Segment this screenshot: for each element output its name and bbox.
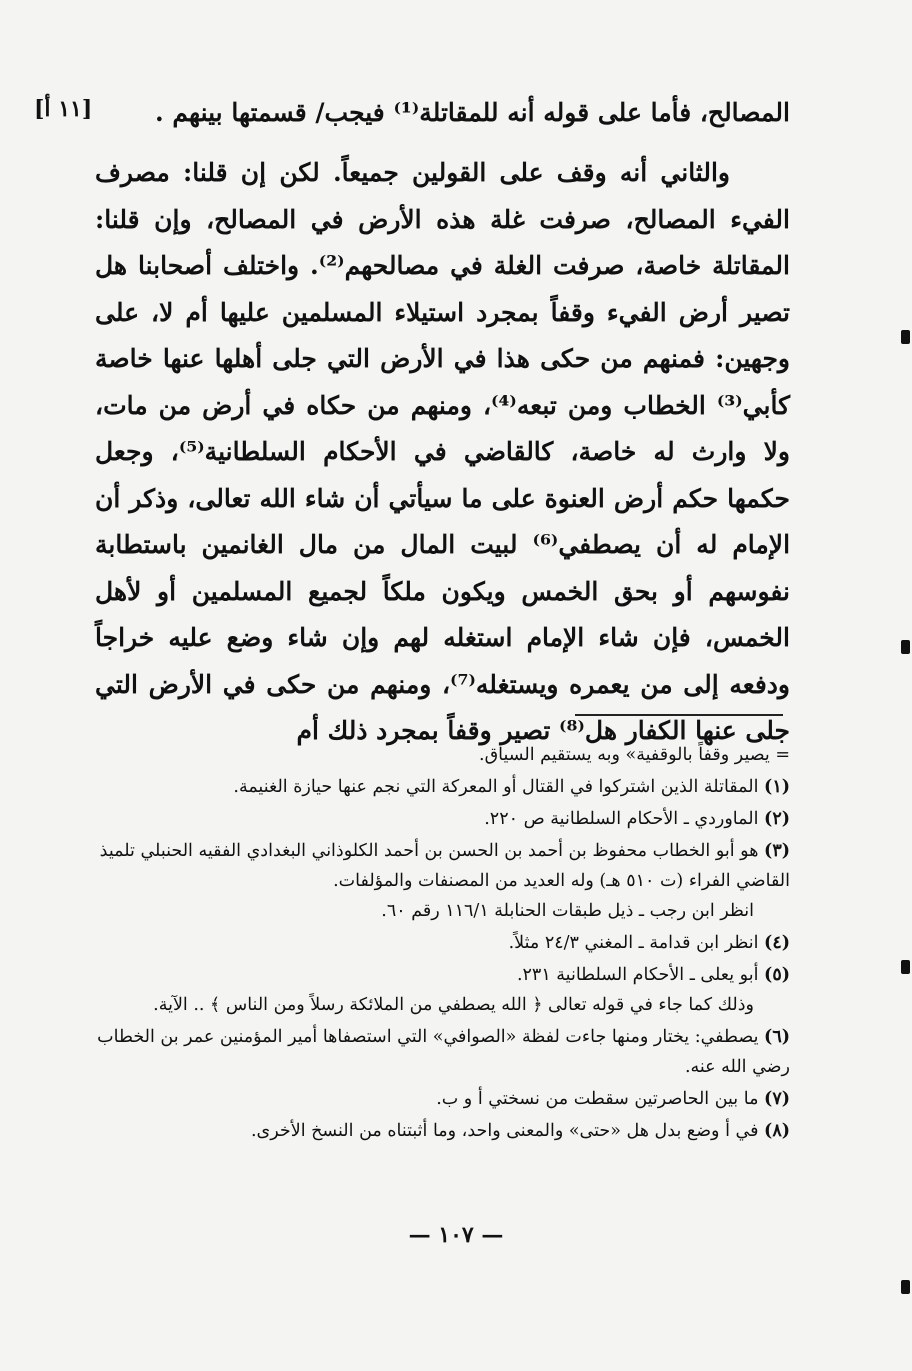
footnote-number: (١) bbox=[764, 777, 790, 797]
footnote-reference: انظر ابن رجب ـ ذيل طبقات الحنابلة ١١٦/١ رقم ٦٠. bbox=[381, 901, 754, 921]
footnote-continuation: = يصير وقفاً بالوقفية» وبه يستقيم السياق. bbox=[479, 745, 790, 765]
footnote-number: (٦) bbox=[764, 1027, 790, 1047]
footnote-number: (٢) bbox=[764, 809, 790, 829]
footnote-text: في أ وضع بدل هل «حتى» والمعنى واحد، وما أثبتناه من النسخ الأخرى. bbox=[250, 1121, 759, 1141]
page-number: — ١٠٧ — bbox=[408, 1222, 504, 1248]
footnote-3 bbox=[90, 836, 790, 926]
footnotes bbox=[90, 740, 790, 1148]
footnote-reference: وذلك كما جاء في قوله تعالى ﴿ الله يصطفي من الملائكة رسلاً ومن الناس ﴾ .. الآية. bbox=[153, 995, 754, 1015]
footnote-5 bbox=[90, 960, 790, 1020]
footnote-separator bbox=[575, 714, 783, 716]
footnote-text: أبو يعلى ـ الأحكام السلطانية ٢٣١. bbox=[516, 965, 759, 985]
footnote-text: انظر ابن قدامة ـ المغني ٢٤/٣ مثلاً. bbox=[508, 933, 759, 953]
footnote-number: (٧) bbox=[764, 1089, 790, 1109]
folio-marker: [١١ أ] bbox=[34, 96, 93, 122]
main-text bbox=[95, 150, 790, 755]
footnote-text: الماوردي ـ الأحكام السلطانية ص ٢٢٠. bbox=[484, 809, 759, 829]
footnote-number: (٨) bbox=[764, 1121, 790, 1141]
footnote-text: يصطفي: يختار ومنها جاءت لفظة «الصوافي» التي استصفاها أمير المؤمنين عمر بن الخطاب رضي الله عنه. bbox=[97, 1027, 790, 1077]
footnote-number: (٥) bbox=[764, 965, 790, 985]
main-paragraph: والثاني أنه وقف على القولين جميعاً. لكن إن قلنا: مصرف الفيء المصالح، صرفت غلة هذه الأرض في المصالح، وإن قلنا: المقاتلة خاصة، صرفت الغلة في مصالحهم⁽²⁾. واختلف أصحابنا هل تصير أرض الفيء وقفاً بمجرد استيلاء المسلمين عليها أم لا، على وجهين: فمنهم من حكى هذا في الأرض التي جلى أهلها عنها خاصة كأبي⁽³⁾ الخطاب ومن تبعه⁽⁴⁾، ومنهم من حكاه في أرض من مات، ولا وارث له خاصة، كالقاضي في الأحكام السلطانية⁽⁵⁾، وجعل حكمها حكم أرض العنوة على ما سيأتي أن شاء الله تعالى، وذكر أن الإمام له أن يصطفي⁽⁶⁾ لبيت المال من مال الغانمين باستطابة نفوسهم أو بحق الخمس ويكون ملكاً لجميع المسلمين أو لأهل الخمس، فإن شاء الإمام استغله لهم وإن شاء وضع عليه خراجاً ودفعه إلى من يعمره ويستغله⁽⁷⁾، ومنهم من حكى في الأرض التي جلى عنها الكفار هل⁽⁸⁾ تصير وقفاً بمجرد ذلك أم bbox=[95, 158, 791, 745]
footnote-text: المقاتلة الذين اشتركوا في القتال أو المعركة التي نجم عنها حيازة الغنيمة. bbox=[233, 777, 759, 797]
footnote-text: ما بين الحاصرتين سقطت من نسختي أ و ب. bbox=[436, 1089, 759, 1109]
footnote-number: (٣) bbox=[764, 841, 790, 861]
footnote-2 bbox=[90, 804, 790, 834]
footnote-4 bbox=[90, 928, 790, 958]
scan-edge-mark bbox=[901, 330, 910, 344]
header-line: المصالح، فأما على قوله أنه للمقاتلة⁽¹⁾ فيجب/ قسمتها بينهم . bbox=[155, 98, 790, 127]
footnote-1 bbox=[90, 772, 790, 802]
footnote-text: هو أبو الخطاب محفوظ بن أحمد بن الحسن بن أحمد الكلوذاني البغدادي الفقيه الحنبلي تلميذ القاضي الفراء (ت ٥١٠ هـ) وله العديد من المصنفات والمؤلفات. bbox=[99, 841, 790, 891]
scan-edge-mark bbox=[901, 960, 910, 974]
footnote-8 bbox=[90, 1116, 790, 1146]
scan-edge-mark bbox=[901, 1280, 910, 1294]
footnote-6 bbox=[90, 1022, 790, 1082]
footnote-7 bbox=[90, 1084, 790, 1114]
footnote-number: (٤) bbox=[764, 933, 790, 953]
scan-edge-mark bbox=[901, 640, 910, 654]
